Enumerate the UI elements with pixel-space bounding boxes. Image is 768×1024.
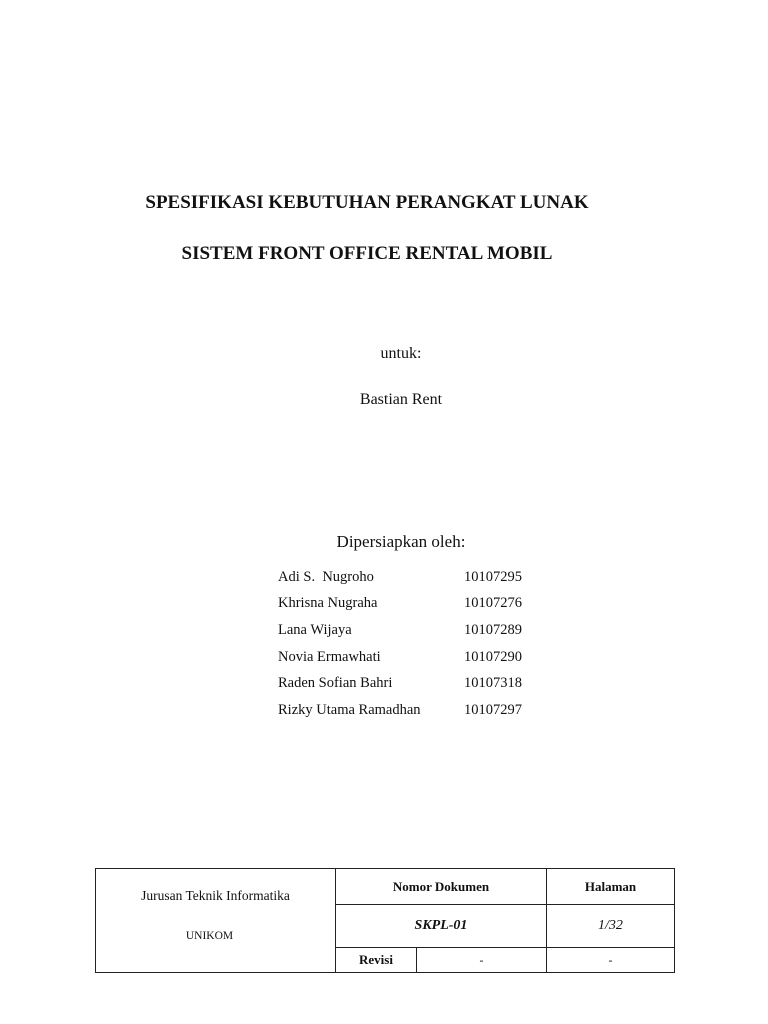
author-row <box>278 564 578 591</box>
revision-value: - <box>417 948 547 973</box>
author-nim: 10107276 <box>464 595 522 612</box>
prepared-by-label: Dipersiapkan oleh: <box>336 532 466 551</box>
author-nim: 10107297 <box>464 701 522 718</box>
revision-page-value: - <box>547 948 675 973</box>
page-value: 1/32 <box>547 905 675 948</box>
author-row <box>278 670 578 697</box>
author-name: Novia Ermawhati <box>278 648 381 665</box>
client-name: Bastian Rent <box>359 391 443 408</box>
author-list <box>278 564 578 724</box>
department-cell <box>96 869 336 973</box>
author-row <box>278 591 578 618</box>
author-nim: 10107295 <box>464 568 522 585</box>
institution-name: UNIKOM <box>185 930 234 942</box>
revision-label: Revisi <box>336 948 417 973</box>
document-title: SPESIFIKASI KEBUTUHAN PERANGKAT LUNAK <box>145 192 589 213</box>
document-footer-table <box>95 868 675 973</box>
department-name: Jurusan Teknik Informatika <box>141 888 290 903</box>
system-title: SISTEM FRONT OFFICE RENTAL MOBIL <box>181 243 553 264</box>
author-row <box>278 617 578 644</box>
author-nim: 10107289 <box>464 621 522 638</box>
author-name: Adi S. Nugroho <box>278 568 374 585</box>
author-name: Khrisna Nugraha <box>278 595 378 612</box>
author-row <box>278 644 578 671</box>
author-name: Raden Sofian Bahri <box>278 675 393 692</box>
for-label: untuk: <box>380 345 422 362</box>
doc-number-value: SKPL-01 <box>336 905 547 948</box>
author-row <box>278 697 578 724</box>
page-header: Halaman <box>547 869 675 905</box>
author-name: Lana Wijaya <box>278 621 352 638</box>
author-nim: 10107290 <box>464 648 522 665</box>
author-nim: 10107318 <box>464 675 522 692</box>
author-name: Rizky Utama Ramadhan <box>278 701 421 718</box>
doc-number-header: Nomor Dokumen <box>336 869 547 905</box>
